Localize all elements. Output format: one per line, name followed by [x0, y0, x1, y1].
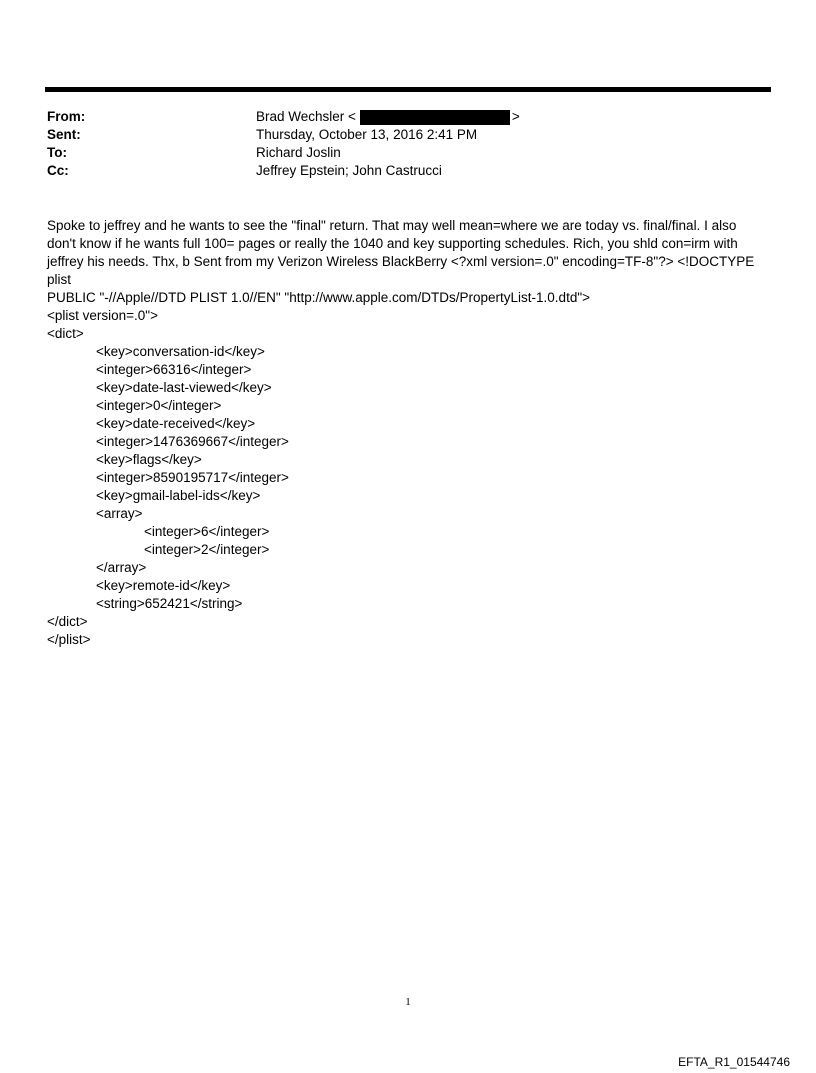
from-label: From: — [47, 109, 86, 124]
body-paragraph — [47, 217, 771, 307]
body-line: PUBLIC "-//Apple//DTD PLIST 1.0//EN" "http://www.apple.com/DTDs/PropertyList-1.0.dtd"> — [47, 290, 590, 305]
body-line: jeffrey his needs. Thx, b Sent from my Verizon Wireless BlackBerry <?xml version=.0" encoding=TF-8"?> <!DOCTYPE plist — [47, 254, 755, 287]
from-value — [256, 108, 520, 126]
code-line: </array> — [96, 560, 147, 575]
code-line: <key>date-last-viewed</key> — [96, 380, 272, 395]
to-label: To: — [47, 145, 67, 160]
code-line: <key>gmail-label-ids</key> — [96, 488, 261, 503]
plist-code — [47, 307, 771, 649]
from-name: Brad Wechsler < — [256, 109, 356, 124]
email-header — [47, 108, 767, 180]
cc-row — [47, 162, 767, 180]
code-line: <integer>2</integer> — [144, 542, 270, 557]
sent-label: Sent: — [47, 127, 81, 142]
code-line: <key>date-received</key> — [96, 416, 256, 431]
code-line: <string>652421</string> — [96, 596, 243, 611]
code-line: </plist> — [47, 632, 91, 647]
page-number: 1 — [405, 996, 411, 1008]
cc-value: Jeffrey Epstein; John Castrucci — [256, 163, 442, 178]
to-value: Richard Joslin — [256, 145, 341, 160]
code-line: <integer>8590195717</integer> — [96, 470, 289, 485]
sent-value: Thursday, October 13, 2016 2:41 PM — [256, 127, 478, 142]
from-row — [47, 108, 767, 126]
code-line: <plist version=.0"> — [47, 308, 158, 323]
email-body — [47, 217, 771, 649]
code-line: <key>flags</key> — [96, 452, 202, 467]
to-row — [47, 144, 767, 162]
redaction-box — [360, 110, 510, 125]
code-line: <key>conversation-id</key> — [96, 344, 265, 359]
from-suffix: > — [511, 109, 520, 124]
cc-label: Cc: — [47, 163, 69, 178]
code-line: <integer>6</integer> — [144, 524, 270, 539]
code-line: </dict> — [47, 614, 88, 629]
document-id: EFTA_R1_01544746 — [678, 1055, 790, 1069]
header-rule — [45, 87, 771, 92]
code-line: <integer>0</integer> — [96, 398, 222, 413]
body-line: don't know if he wants full 100= pages or really the 1040 and key supporting schedules. Rich, you shld con=irm with — [47, 236, 738, 251]
code-line: <dict> — [47, 326, 84, 341]
code-line: <integer>1476369667</integer> — [96, 434, 289, 449]
body-line: Spoke to jeffrey and he wants to see the "final" return. That may well mean=where we are today vs. final/final. I also — [47, 218, 737, 233]
code-line: <key>remote-id</key> — [96, 578, 231, 593]
sent-row — [47, 126, 767, 144]
code-line: <array> — [96, 506, 143, 521]
code-line: <integer>66316</integer> — [96, 362, 252, 377]
